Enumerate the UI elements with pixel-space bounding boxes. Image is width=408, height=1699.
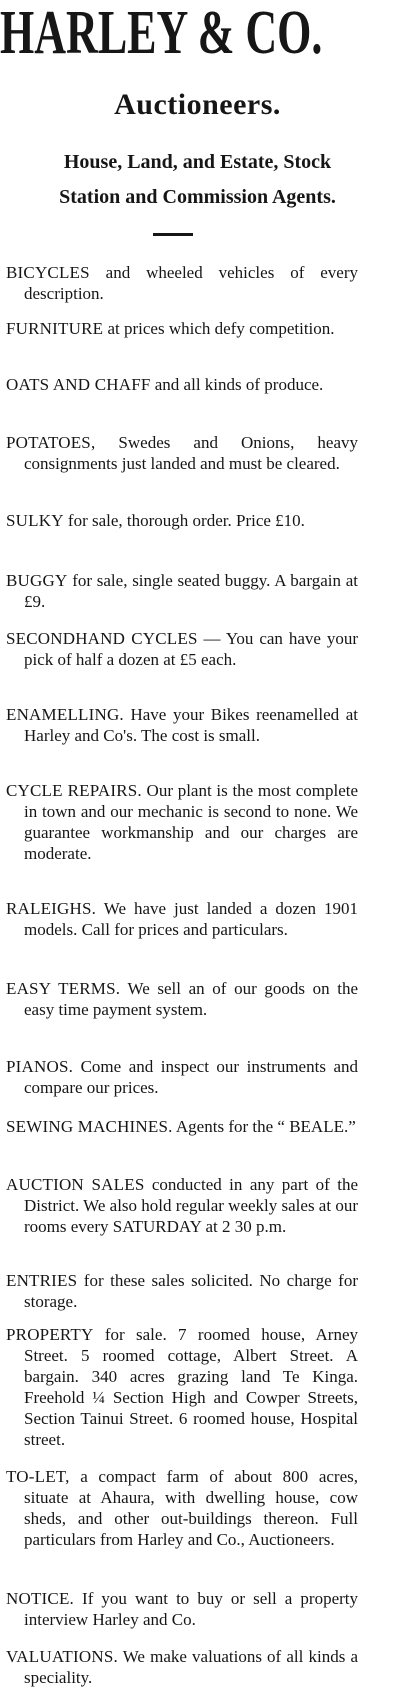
ad-heading: SEWING MACHINES. <box>6 1117 173 1136</box>
ad-body: Have your Bikes reenamelled at Harley and Co's. The cost is small. <box>24 705 358 745</box>
ad-heading: RALEIGHS. <box>6 899 97 918</box>
ad-body: We have just landed a dozen 1901 models. Call for prices and particulars. <box>24 899 358 939</box>
ad-body: Our plant is the most complete in town and our mechanic is second to none. We guarantee workmanship and our charges are moderate. <box>24 781 359 863</box>
divider-rule <box>153 233 193 236</box>
ad-heading: ENTRIES <box>6 1271 78 1290</box>
ad-heading: SECONDHAND CYCLES <box>6 629 198 648</box>
ad-body: Agents for the “ BEALE.” <box>172 1117 356 1136</box>
ad-heading: CYCLE REPAIRS. <box>6 781 142 800</box>
ad-heading: FURNITURE <box>6 319 104 338</box>
ad-heading: ENAMELLING. <box>6 705 124 724</box>
company-name: HARLEY & CO. <box>0 0 323 67</box>
ad-enamelling <box>6 704 358 746</box>
services-line-1: House, Land, and Estate, Stock <box>63 151 332 173</box>
ad-body: for sale, single seated buggy. A bargain at £9. <box>24 571 358 611</box>
ad-body: for these sales solicited. No charge for storage. <box>24 1271 358 1311</box>
ad-potatoes <box>6 432 358 474</box>
ad-heading: OATS AND CHAFF <box>6 375 151 394</box>
ad-heading: SULKY <box>6 511 64 530</box>
ad-sulky <box>6 510 358 531</box>
ad-heading: EASY TERMS. <box>6 979 121 998</box>
ad-body: at prices which defy competition. <box>103 319 335 338</box>
ad-heading: BUGGY <box>6 571 68 590</box>
ad-heading: AUCTION SALES <box>6 1175 145 1194</box>
ad-pianos <box>6 1056 358 1098</box>
ad-heading: POTATOES, <box>6 433 96 452</box>
services-line-2: Station and Commission Agents. <box>59 186 336 208</box>
ad-sewing-machines <box>6 1116 358 1137</box>
ad-body: for sale, thorough order. Price £10. <box>63 511 305 530</box>
ad-body: We sell an of our goods on the easy time payment system. <box>24 979 358 1019</box>
ad-heading: VALUATIONS. <box>6 1647 118 1666</box>
ad-buggy <box>6 570 358 612</box>
ad-body: for sale. 7 roomed house, Arney Street. 5 roomed cottage, Albert Street. A bargain. 340 acres grazing land Te Kinga. Freehold ¼ Section High and Cowper Streets, Section Tainui Street. 6 roomed house, Hospital street. <box>24 1325 358 1449</box>
ad-to-let <box>6 1466 358 1550</box>
ad-body: a compact farm of about 800 acres, situate at Ahaura, with dwelling house, cow sheds, and other out-buildings thereon. Full particulars from Harley and Co., Auctioneers. <box>24 1467 358 1549</box>
ad-notice <box>6 1588 358 1630</box>
ad-body: Swedes and Onions, heavy consignments just landed and must be cleared. <box>24 433 358 473</box>
ad-heading: BICYCLES <box>6 263 90 282</box>
ad-body: conducted in any part of the District. We also hold regular weekly sales at our rooms every SATURDAY at 2 30 p.m. <box>24 1175 358 1236</box>
ad-body: — You can have your pick of half a dozen at £5 each. <box>24 629 358 669</box>
ad-heading: NOTICE. <box>6 1589 74 1608</box>
ad-furniture <box>6 318 358 339</box>
ad-body: Come and inspect our instruments and compare our prices. <box>24 1057 358 1097</box>
ad-bicycles <box>6 262 358 304</box>
ad-entries <box>6 1270 358 1312</box>
ad-body: If you want to buy or sell a property interview Harley and Co. <box>24 1589 358 1629</box>
business-type-heading: Auctioneers. <box>114 88 281 121</box>
ad-heading: PIANOS. <box>6 1057 74 1076</box>
ad-heading: PROPERTY <box>6 1325 94 1344</box>
ad-auction-sales <box>6 1174 358 1237</box>
ad-easy-terms <box>6 978 358 1020</box>
ad-heading: TO-LET, <box>6 1467 70 1486</box>
ad-body: and all kinds of produce. <box>150 375 324 394</box>
masthead <box>0 0 395 70</box>
ad-body: and wheeled vehicles of every description. <box>24 263 358 303</box>
ad-body: We make valuations of all kinds a speciality. <box>24 1647 358 1687</box>
ad-raleighs <box>6 898 358 940</box>
ad-property <box>6 1324 358 1450</box>
ad-secondhand-cycles <box>6 628 358 670</box>
ad-valuations <box>6 1646 358 1688</box>
ad-cycle-repairs <box>6 780 358 864</box>
ad-oats-and-chaff <box>6 374 358 395</box>
